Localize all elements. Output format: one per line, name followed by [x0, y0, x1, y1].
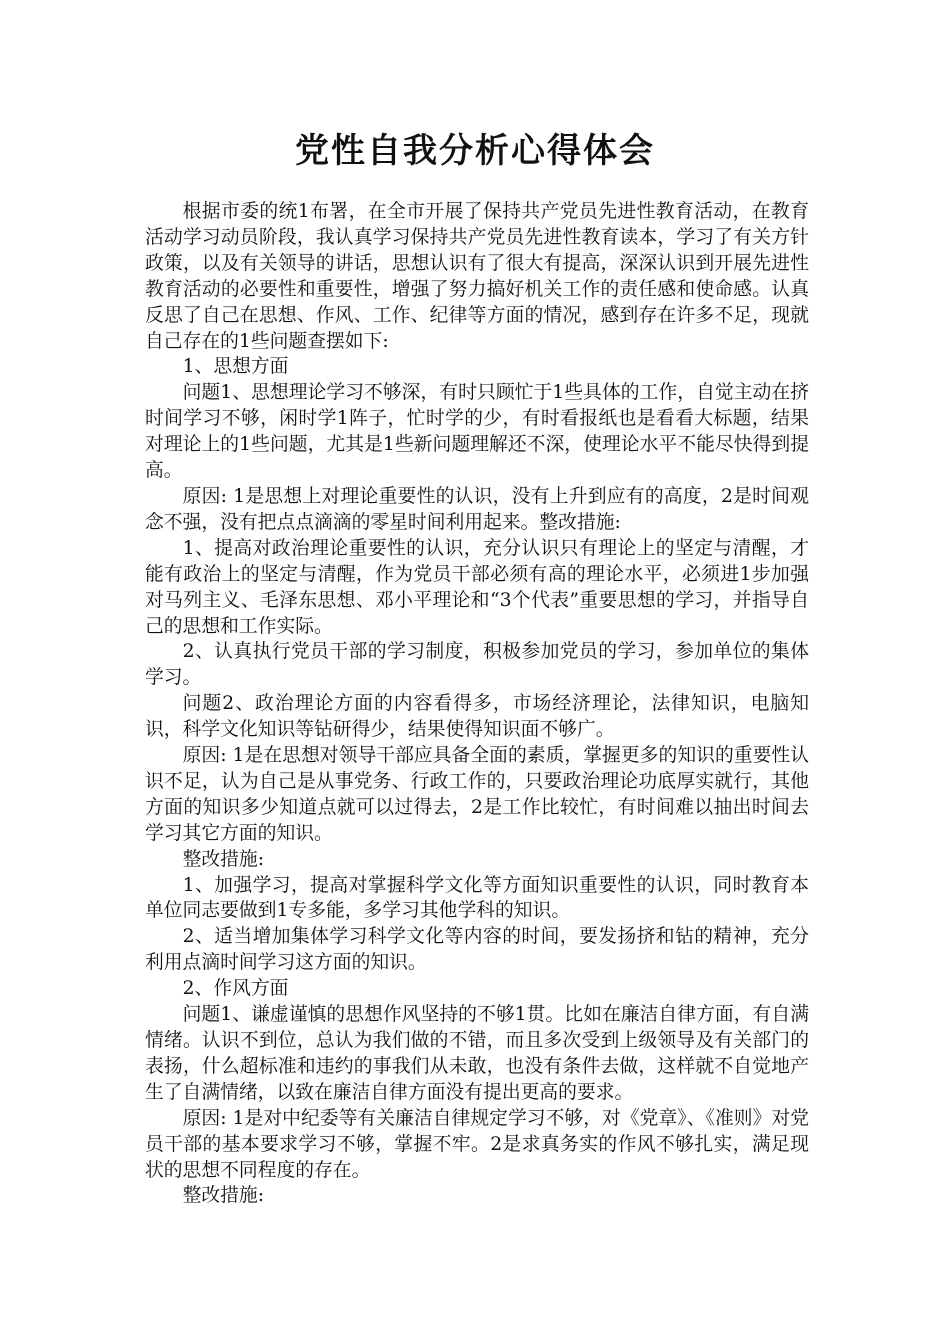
paragraph-measure-2-1: 1、加强学习，提高对掌握科学文化等方面知识重要性的认识，同时教育本单位同志要做到1专多能，多学习其他学科的知识。 — [145, 874, 809, 922]
paragraph-style-cause-1: 原因: 1是对中纪委等有关廉洁自律规定学习不够，对《党章》、《准则》对党员干部的基本要求学习不够，掌握不牢。2是求真务实的作风不够扎实，满足现状的思想不同程度的存在。 — [145, 1107, 809, 1181]
paragraph-intro: 根据市委的统1布署，在全市开展了保持共产党员先进性教育活动，在教育活动学习动员阶段，我认真学习保持共产党员先进性教育读本，学习了有关方针政策，以及有关领导的讲话，思想认识有了很大有提高，深深认识到开展先进性教育活动的必要性和重要性，增强了努力搞好机关工作的责任感和使命感。认真反思了自己在思想、作风、工作、纪律等方面的情况，感到存在许多不足，现就自己存在的1些问题查摆如下: — [145, 201, 809, 352]
paragraph-cause-2: 原因: 1是在思想对领导干部应具备全面的素质，掌握更多的知识的重要性认识不足，认为自己是从事党务、行政工作的，只要政治理论功底厚实就行，其他方面的知识多少知道点就可以过得去，2是工作比较忙，有时间难以抽出时间去学习其它方面的知识。 — [145, 745, 809, 844]
paragraph-measures-heading-2: 整改措施: — [182, 848, 265, 870]
document-body — [145, 199, 809, 1209]
paragraph-cause-1: 原因: 1是思想上对理论重要性的认识，没有上升到应有的高度，2是时间观念不强，没有把点点滴滴的零星时间利用起来。整改措施: — [145, 485, 809, 533]
section-heading-style: 2、作风方面 — [182, 978, 289, 1000]
section-heading-thought: 1、思想方面 — [182, 356, 289, 378]
paragraph-problem-1: 问题1、思想理论学习不够深，有时只顾忙于1些具体的工作，自觉主动在挤时间学习不够，闲时学1阵子，忙时学的少，有时看报纸也是看看大标题，结果对理论上的1些问题，尤其是1些新问题理解还不深，使理论水平不能尽快得到提高。 — [145, 382, 809, 482]
paragraph-measure-1-1: 1、提高对政治理论重要性的认识，充分认识只有理论上的坚定与清醒，才能有政治上的坚定与清醒，作为党员干部必须有高的理论水平，必须进1步加强对马列主义、毛泽东思想、邓小平理论和“3个代表”重要思想的学习，并指导自己的思想和工作实际。 — [145, 537, 809, 637]
paragraph-problem-2: 问题2、政治理论方面的内容看得多，市场经济理论，法律知识，电脑知识，科学文化知识等钻研得少，结果使得知识面不够广。 — [145, 693, 809, 741]
paragraph-measure-2-2: 2、适当增加集体学习科学文化等内容的时间，要发扬挤和钻的精神，充分利用点滴时间学习这方面的知识。 — [145, 926, 809, 974]
paragraph-measures-heading-3: 整改措施: — [182, 1185, 265, 1207]
document-title: 党性自我分析心得体会 — [295, 131, 655, 171]
paragraph-measure-1-2: 2、认真执行党员干部的学习制度，积极参加党员的学习，参加单位的集体学习。 — [145, 641, 809, 689]
paragraph-style-problem-1: 问题1、谦虚谨慎的思想作风坚持的不够1贯。比如在廉洁自律方面，有自满情绪。认识不到位，总认为我们做的不错，而且多次受到上级领导及有关部门的表扬，什么超标准和违约的事我们从未敢，也没有条件去做，这样就不自觉地产生了自满情绪，以致在廉洁自律方面没有提出更高的要求。 — [145, 1004, 809, 1103]
